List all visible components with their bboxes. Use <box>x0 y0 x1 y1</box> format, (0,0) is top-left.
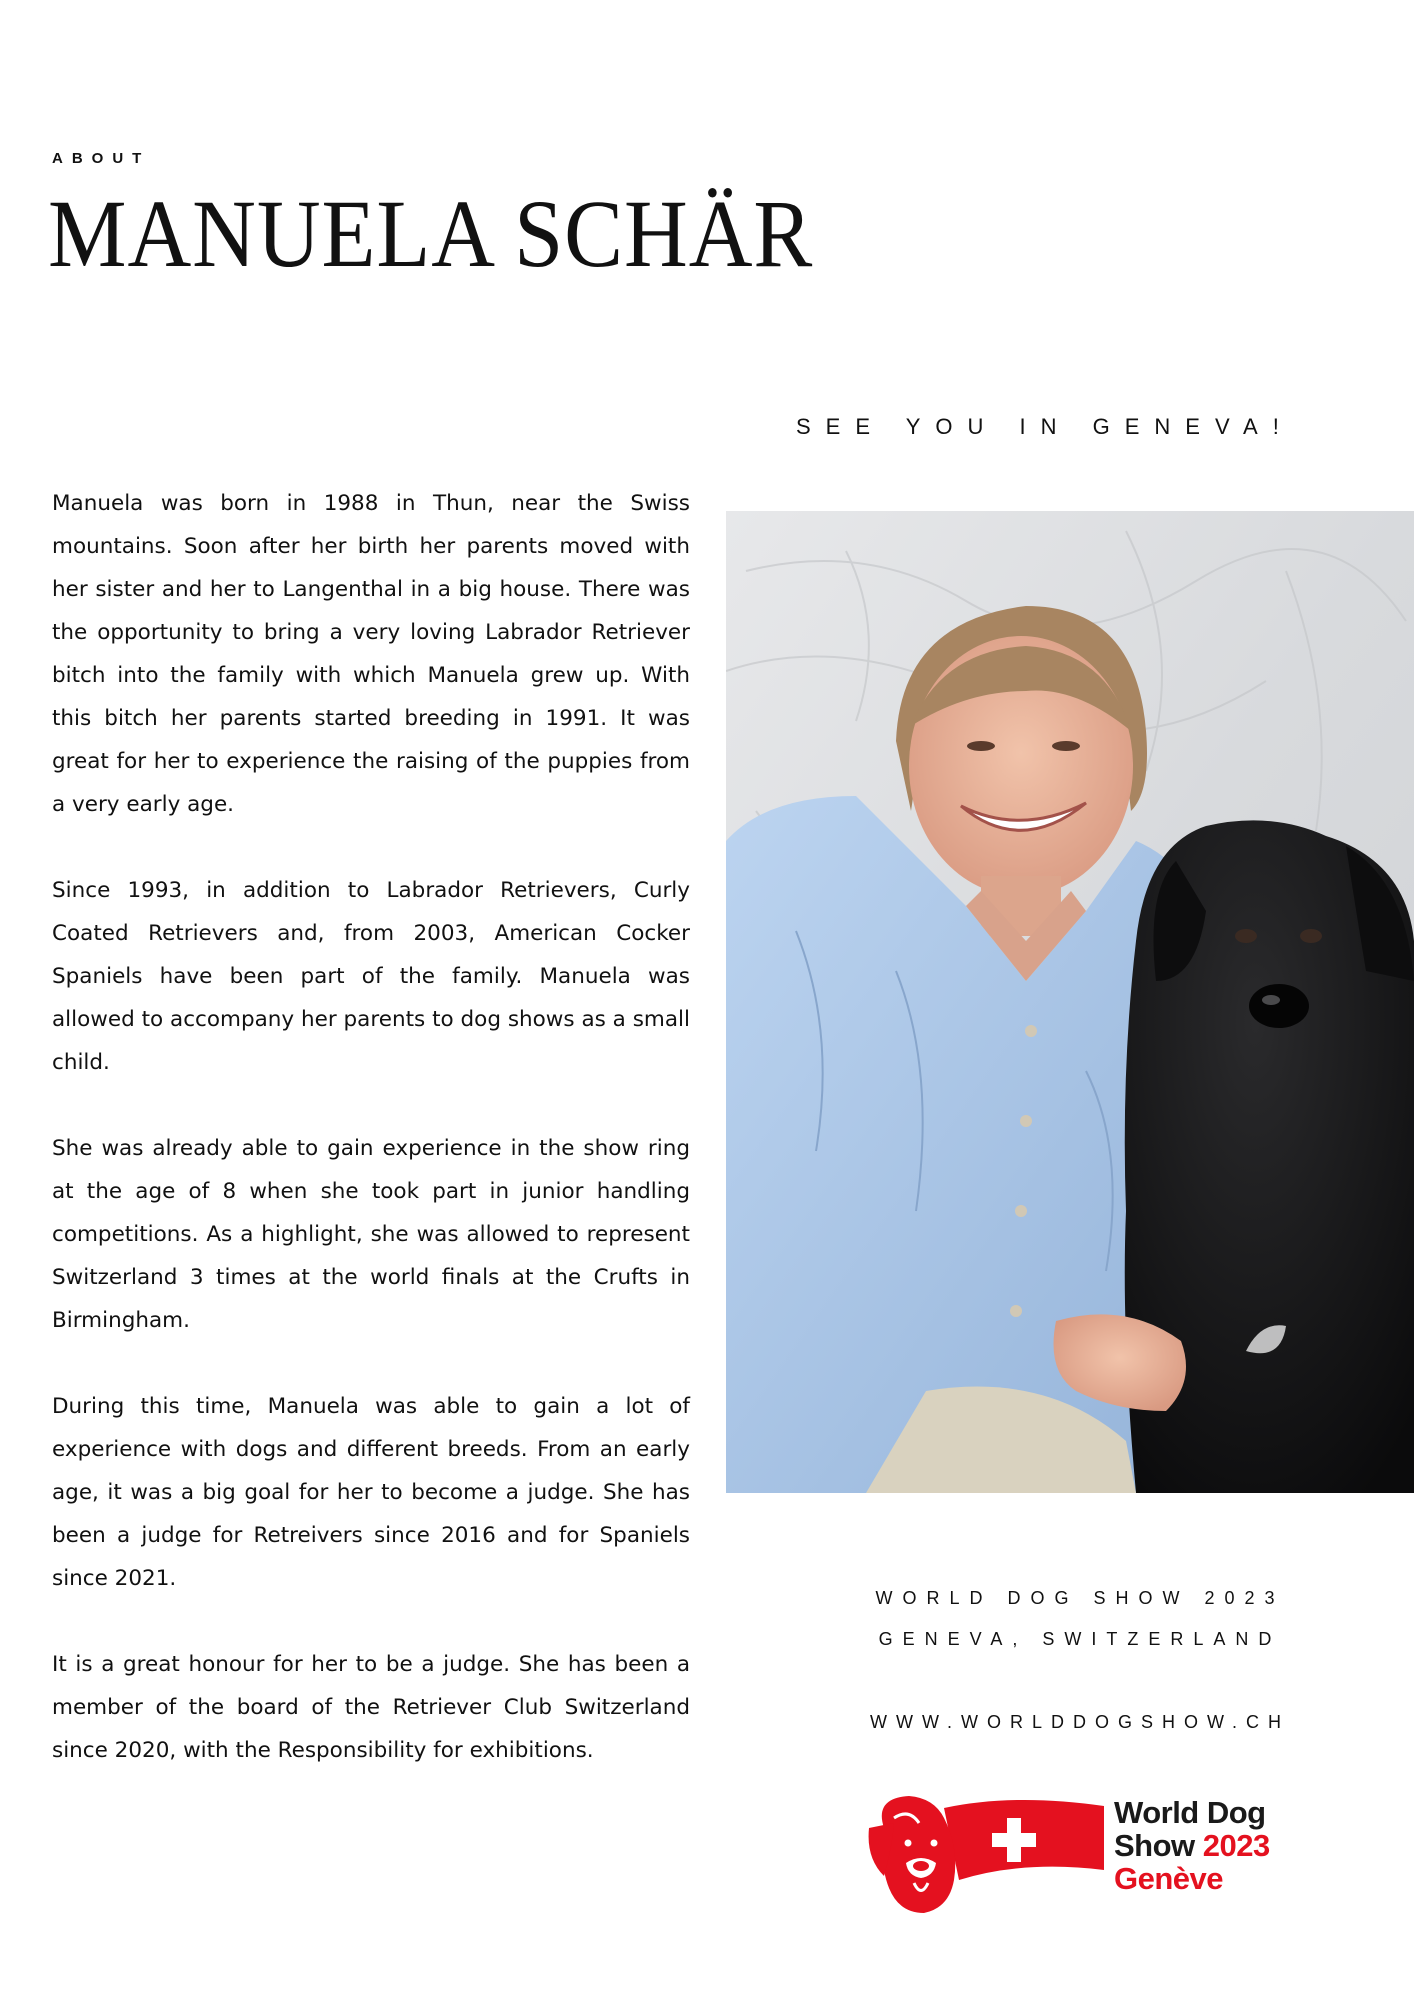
logo-wordmark <box>1114 1796 1270 1895</box>
portrait-photo <box>726 511 1414 1493</box>
bio-paragraph-2: Since 1993, in addition to Labrador Retrievers, Curly Coated Retrievers and, from 2003, American Cocker Spaniels have been part of the family. Manuela was allowed to accompany her parents to dog shows as a small child. <box>52 878 690 1075</box>
event-name: WORLD DOG SHOW 2023 <box>875 1588 1285 1608</box>
bio-paragraph-4: During this time, Manuela was able to gain a lot of experience with dogs and different breeds. From an early age, it was a big goal for her to become a judge. She has been a judge for Retreivers since 2016 and for Spaniels since 2021. <box>52 1394 690 1591</box>
dog-flag-logo-icon <box>864 1788 1114 1918</box>
logo-line-3: Genève <box>1114 1861 1224 1896</box>
tagline: SEE YOU IN GENEVA! <box>796 414 1294 439</box>
bio-paragraph-3: She was already able to gain experience in the show ring at the age of 8 when she took part in junior handling competitions. As a highlight, she was allowed to represent Switzerland 3 times at the world finals at the Crufts in Birmingham. <box>52 1136 690 1333</box>
bio-paragraph-1: Manuela was born in 1988 in Thun, near the Swiss mountains. Soon after her birth her parents moved with her sister and her to Langenthal in a big house. There was the opportunity to bring a very loving Labrador Retriever bitch into the family with which Manuela grew up. With this bitch her parents started breeding in 1991. It was great for her to experience the raising of the puppies from a very early age. <box>52 491 690 817</box>
eyebrow-label: ABOUT <box>52 150 151 167</box>
logo-year: 2023 <box>1202 1828 1270 1863</box>
page-title: MANUELA SCHÄR <box>48 180 814 287</box>
logo-show-word: Show <box>1114 1828 1203 1863</box>
footer-event-info <box>820 1588 1340 1670</box>
event-location: GENEVA, SWITZERLAND <box>878 1629 1282 1649</box>
bio-paragraph-5: It is a great honour for her to be a judge. She has been a member of the board of the Retriever Club Switzerland since 2020, with the Responsibility for exhibitions. <box>52 1652 690 1763</box>
logo-line-2 <box>1114 1829 1270 1862</box>
logo-line-1: World Dog <box>1114 1795 1266 1830</box>
world-dog-show-logo <box>864 1788 1304 1918</box>
website-link[interactable]: WWW.WORLDDOGSHOW.CH <box>870 1712 1290 1732</box>
bio-section <box>52 482 690 1815</box>
